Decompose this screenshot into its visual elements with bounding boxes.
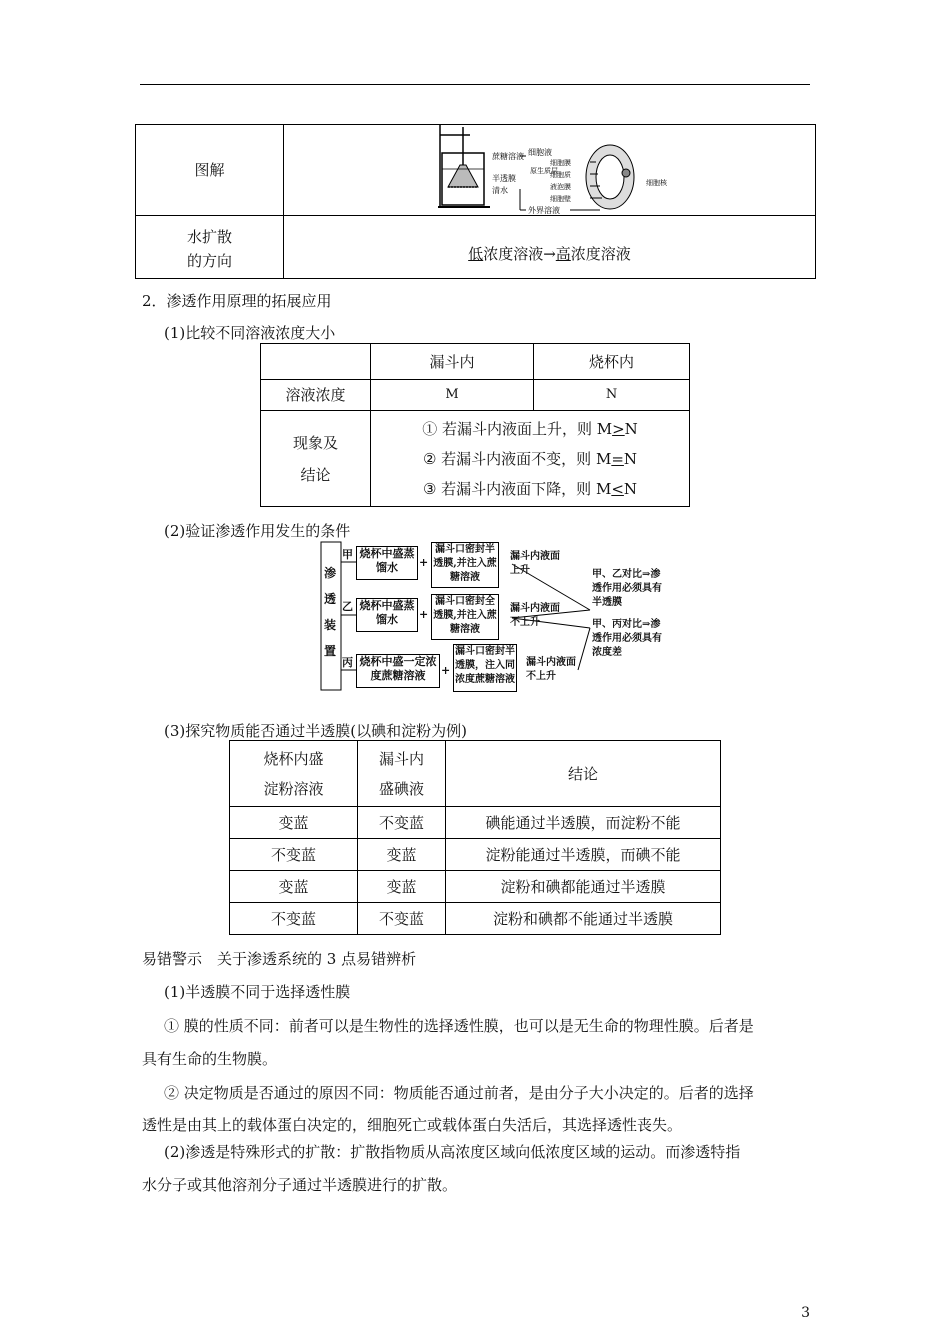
warning-p4b: 水分子或其他溶剂分子通过半透膜进行的扩散。 xyxy=(142,1176,458,1194)
label-nucleus: 细胞核 xyxy=(645,179,667,187)
bing-result: 漏斗内液面不上升 xyxy=(526,657,576,682)
page-number: 3 xyxy=(801,1305,810,1321)
label-protoplast: 原生质层 xyxy=(529,167,558,175)
sub-heading-1: (1)比较不同溶液浓度大小 xyxy=(164,324,336,342)
yi-beaker-box: 烧杯中盛蒸馏水 xyxy=(356,598,418,632)
direction-cell: 低浓度溶液→高浓度溶液 xyxy=(284,216,816,279)
jia-funnel-box: 漏斗口密封半透膜,并注入蔗糖溶液 xyxy=(431,542,499,588)
section-heading: 2．渗透作用原理的拓展应用 xyxy=(142,292,332,310)
warning-title: 易错警示 关于渗透系统的 3 点易错辨析 xyxy=(142,950,417,968)
sub-heading-2: (2)验证渗透作用发生的条件 xyxy=(164,522,351,540)
jia-result: 漏斗内液面上升 xyxy=(510,551,560,576)
header-rule xyxy=(140,84,810,85)
concentration-table: 漏斗内 烧杯内 溶液浓度 M N 现象及 结论 ① 若漏斗内液面上升，则 M>N ② 若漏斗内液面不变，则 M=N ③ 若漏斗内液面下降，则 M<N xyxy=(260,343,690,507)
label-water: 清水 xyxy=(491,186,508,195)
bing-beaker-box: 烧杯中盛一定浓度蔗糖溶液 xyxy=(356,654,440,688)
warning-p2b: 具有生命的生物膜。 xyxy=(142,1050,278,1068)
yi-result: 漏斗内液面不上升 xyxy=(510,603,560,628)
warning-p3b: 透性是由其上的载体蛋白决定的，细胞死亡或载体蛋白失活后，其选择透性丧失。 xyxy=(142,1116,683,1134)
warning-p2a: ① 膜的性质不同：前者可以是生物性的选择透性膜，也可以是无生命的物理性膜。后者是 xyxy=(164,1017,754,1035)
table-row: 不变蓝 不变蓝 淀粉和碘都不能通过半透膜 xyxy=(230,903,721,935)
osmosis-diagram xyxy=(430,125,670,215)
jia-beaker-box: 烧杯中盛蒸馏水 xyxy=(356,546,418,580)
table-row: 变蓝 变蓝 淀粉和碘都能通过半透膜 xyxy=(230,871,721,903)
table-row: 变蓝 不变蓝 碘能通过半透膜，而淀粉不能 xyxy=(230,807,721,839)
label-cell-sap: 细胞液 xyxy=(527,148,552,157)
warning-p4a: (2)渗透是特殊形式的扩散：扩散指物质从高浓度区域向低浓度区域的运动。而渗透特指 xyxy=(164,1143,741,1161)
label-vacuole-membrane: 液泡膜 xyxy=(549,183,571,191)
label-cell-wall: 细胞壁 xyxy=(549,195,571,203)
bing-funnel-box: 漏斗口密封半透膜，注入同浓度蔗糖溶液 xyxy=(453,644,517,692)
conclusion-2: 甲、丙对比⇒渗透作用必须具有浓度差 xyxy=(592,619,662,658)
iodine-starch-table: 烧杯内盛 淀粉溶液 漏斗内 盛碘液 结论 变蓝 不变蓝 碘能通过半透膜，而淀粉不能 不变蓝 变蓝 淀粉能通过半透膜，而碘不能 变蓝 变蓝 淀粉和碘都能通过半透膜 不变蓝 不变蓝 淀粉和碘都不能通过半透膜 xyxy=(229,740,721,935)
label-external-solution: 外界溶液 xyxy=(527,206,560,215)
diagram-table xyxy=(135,124,816,279)
device-label: 渗透装置 xyxy=(324,566,337,658)
row-label-diagram: 图解 xyxy=(136,125,284,216)
label-cell-membrane: 细胞膜 xyxy=(549,159,571,167)
warning-p3a: ② 决定物质是否通过的原因不同：物质能否通过前者，是由分子大小决定的。后者的选择 xyxy=(164,1084,754,1102)
label-cytoplasm: 细胞质 xyxy=(549,171,571,179)
sub-heading-3: (3)探究物质能否通过半透膜(以碘和淀粉为例) xyxy=(164,722,467,740)
warning-p1: (1)半透膜不同于选择透性膜 xyxy=(164,983,351,1001)
table-row: 不变蓝 变蓝 淀粉能通过半透膜，而碘不能 xyxy=(230,839,721,871)
label-sucrose: 蔗糖溶液 xyxy=(491,152,524,161)
diagram-cell xyxy=(284,125,816,216)
osmosis-flow-diagram: 渗透装置 甲 烧杯中盛蒸馏水 + 漏斗口密封半透膜,并注入蔗糖溶液 漏斗内液面上升 乙 烧杯中盛蒸馏水 + 漏斗口密封全透膜,并注入蔗糖溶液 漏斗内液面不上升 丙 烧杯中盛一定浓度蔗糖溶液 + 漏斗口密封半透膜，注入同浓度蔗糖溶液 漏斗内液面不上升 甲、乙对比⇒渗透作用必须具有半透膜 甲、丙对比⇒渗透作用必须具有浓度差 xyxy=(320,540,670,692)
label-membrane: 半透膜 xyxy=(491,174,516,183)
yi-funnel-box: 漏斗口密封全透膜,并注入蔗糖溶液 xyxy=(431,594,499,640)
conclusion-1: 甲、乙对比⇒渗透作用必须具有半透膜 xyxy=(592,569,662,608)
row-label-direction: 水扩散 的方向 xyxy=(136,216,284,279)
